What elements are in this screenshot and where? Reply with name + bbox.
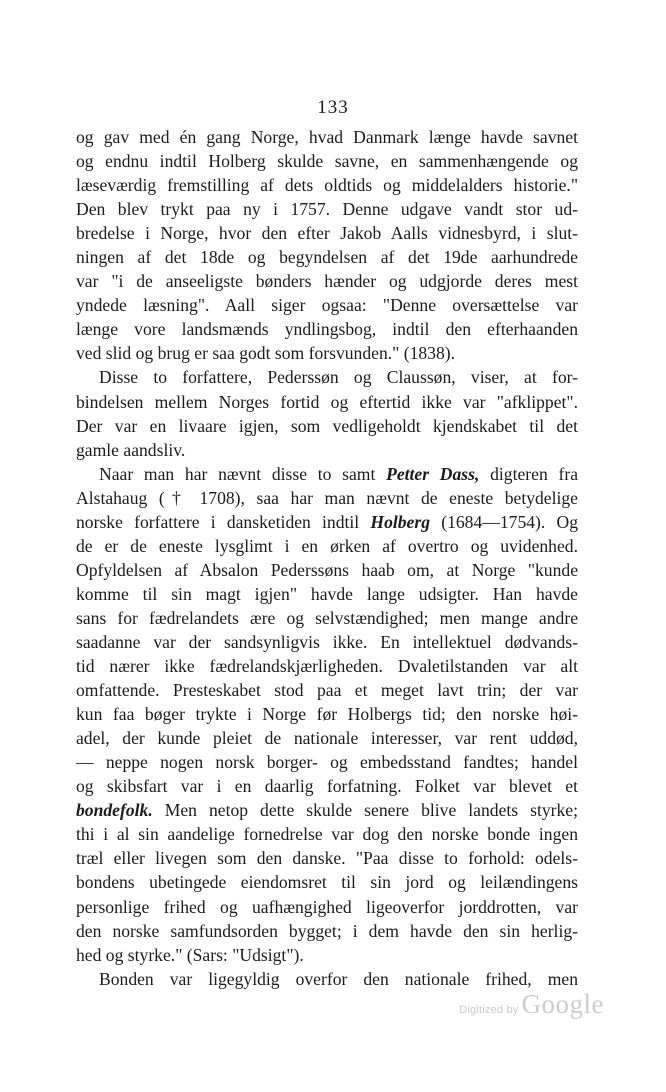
line-text: (1684—1754). Og [430, 511, 578, 532]
line-text: den norske samfundsorden bygget; i dem havde den sin herlig- [76, 920, 578, 941]
text-line [76, 149, 578, 173]
text-line [76, 726, 578, 750]
text-line [76, 365, 578, 389]
line-text: læseværdig fremstilling af dets oldtids og middelalders historie." [76, 175, 578, 196]
line-text: norske forfattere i dansketiden indtil [76, 511, 371, 532]
text-line [76, 798, 578, 822]
text-line [76, 245, 578, 269]
text-line [76, 822, 578, 846]
text-line [76, 750, 578, 774]
text-line [76, 630, 578, 654]
line-text: længe vore landsmænds yndlingsbog, indtil den efterhaanden [76, 319, 578, 340]
text-line [76, 678, 578, 702]
line-text: Naar man har nævnt disse to samt [99, 463, 387, 484]
line-text: Der var en livaare igjen, som vedligeholdt kjendskabet til det [76, 415, 578, 436]
line-text: tid nærer ikke fædrelandskjærligheden. Dvaletilstanden var alt [76, 656, 578, 677]
line-text: gamle aandsliv. [76, 439, 186, 460]
text-line [76, 293, 578, 317]
line-text: Disse to forfattere, Pederssøn og Claussøn, viser, at for- [99, 367, 578, 388]
text-line [76, 895, 578, 919]
text-line [76, 582, 578, 606]
line-text: thi i al sin aandelige fornedrelse var dog den norske bonde ingen [76, 824, 578, 845]
line-text: var "i de anseeligste bønders hænder og udgjorde deres mest [76, 271, 578, 292]
text-line [76, 774, 578, 798]
line-text: og endnu indtil Holberg skulde savne, en sammenhængende og [76, 151, 578, 172]
line-text: hed og styrke." (Sars: "Udsigt"). [76, 944, 304, 965]
text-line [76, 919, 578, 943]
line-text: Bonden var ligegyldig overfor den nationale frihed, men [99, 968, 578, 989]
google-logo: Google [521, 989, 604, 1019]
text-line [76, 317, 578, 341]
body-text [76, 125, 578, 991]
line-text: ved slid og brug er saa godt som forsvunden." (1838). [76, 343, 456, 364]
text-line [76, 173, 578, 197]
line-text: og gav med én gang Norge, hvad Danmark længe havde savnet [76, 127, 578, 147]
line-text: Den blev trykt paa ny i 1757. Denne udgave vandt stor ud- [76, 199, 578, 220]
text-line [76, 486, 578, 510]
text-line [76, 125, 578, 149]
text-line [76, 654, 578, 678]
text-line [76, 534, 578, 558]
text-line [76, 462, 578, 486]
line-text: adel, der kunde pleiet de nationale interesser, var rent uddød, [76, 728, 578, 749]
text-line [76, 846, 578, 870]
line-text: personlige frihed og uafhængighed ligeoverfor jorddrotten, var [76, 896, 578, 917]
text-line [76, 197, 578, 221]
page-number: 133 [317, 97, 349, 118]
text-line [76, 510, 578, 534]
text-line [76, 438, 578, 462]
text-line [76, 967, 578, 991]
watermark-prefix: Digitized by [459, 1004, 519, 1016]
text-line [76, 390, 578, 414]
line-text: komme til sin magt igjen" havde lange udsigter. Han havde [76, 583, 578, 604]
line-text: digteren fra [479, 463, 579, 484]
text-line [76, 558, 578, 582]
line-text: Alstahaug († 1708), saa har man nævnt de eneste betydelige [76, 487, 578, 508]
line-text: ningen af det 18de og begyndelsen af det 19de aarhundrede [76, 247, 578, 268]
line-text: kun faa bøger trykte i Norge før Holbergs tid; den norske høi- [76, 704, 578, 725]
emphasized-name: Holberg [370, 511, 431, 532]
line-text: omfattende. Presteskabet stod paa et meget lavt trin; der var [76, 680, 578, 701]
line-text: Opfyldelsen af Absalon Pederssøns haab om, at Norge "kunde [76, 559, 578, 580]
text-line [76, 870, 578, 894]
line-text: de er de eneste lysglimt i en ørken af overtro og uvidenhed. [76, 535, 578, 556]
line-text: yndede læsning". Aall siger ogsaa: "Denne oversættelse var [76, 295, 578, 316]
line-text: træl eller livegen som den danske. "Paa disse to forhold: odels- [76, 848, 578, 869]
emphasized-name: bondefolk. [76, 800, 153, 821]
digitized-watermark [459, 989, 604, 1020]
emphasized-name: Petter Dass, [386, 463, 480, 484]
text-line [76, 943, 578, 967]
text-line [76, 702, 578, 726]
line-text: Men netop dette skulde senere blive landets styrke; [152, 800, 578, 821]
line-text: sans for fædrelandets ære og selvstændighed; men mange andre [76, 607, 578, 628]
text-line [76, 414, 578, 438]
line-text: — neppe nogen norsk borger- og embedsstand fandtes; handel [76, 752, 578, 773]
line-text: og skibsfart var i en daarlig forfatning. Folket var blevet et [76, 776, 578, 797]
line-text: bredelse i Norge, hvor den efter Jakob Aalls vidnesbyrd, i slut- [76, 223, 578, 244]
line-text: saadanne var der sandsynligvis ikke. En intellektuel dødvands- [76, 631, 578, 652]
text-line [76, 341, 578, 365]
line-text: bondens ubetingede eiendomsret til sin jord og leilændingens [76, 872, 578, 893]
text-line [76, 269, 578, 293]
line-text: bindelsen mellem Norges fortid og eftertid ikke var "afklippet". [76, 391, 578, 412]
text-line [76, 221, 578, 245]
text-line [76, 606, 578, 630]
